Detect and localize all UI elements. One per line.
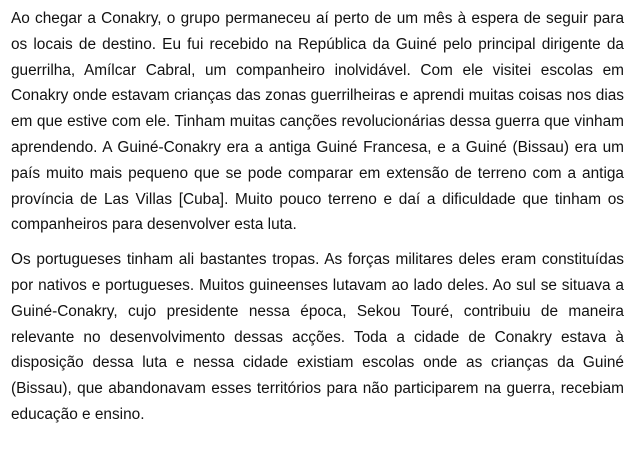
document-body bbox=[11, 6, 624, 428]
paragraph-2: Os portugueses tinham ali bastantes tropas. As forças militares deles eram constituídas por nativos e portugueses. Muitos guineenses lutavam ao lado deles. Ao sul se situava a Guiné-Conakry, cujo presidente nessa época, Sekou Touré, contribuiu de maneira relevante no desenvolvimento dessas acções. Toda a cidade de Conakry estava à disposição dessa luta e nessa cidade existiam escolas onde as crianças da Guiné (Bissau), que abandonavam esses territórios para não participarem na guerra, recebiam educação e ensino. bbox=[11, 251, 624, 423]
paragraph-1: Ao chegar a Conakry, o grupo permaneceu aí perto de um mês à espera de seguir para os locais de destino. Eu fui recebido na República da Guiné pelo principal dirigente da guerrilha, Amílcar Cabral, um companheiro inolvidável. Com ele visitei escolas em Conakry onde estavam crianças das zonas guerrilheiras e aprendi muitas coisas nos dias em que estive com ele. Tinham muitas canções revolucionárias dessa guerra que vinham aprendendo. A Guiné-Conakry era a antiga Guiné Francesa, e a Guiné (Bissau) era um país muito mais pequeno que se pode comparar em extensão de terreno com a antiga província de Las Villas [Cuba]. Muito pouco terreno e daí a dificuldade que tinham os companheiros para desenvolver esta luta. bbox=[11, 10, 624, 234]
